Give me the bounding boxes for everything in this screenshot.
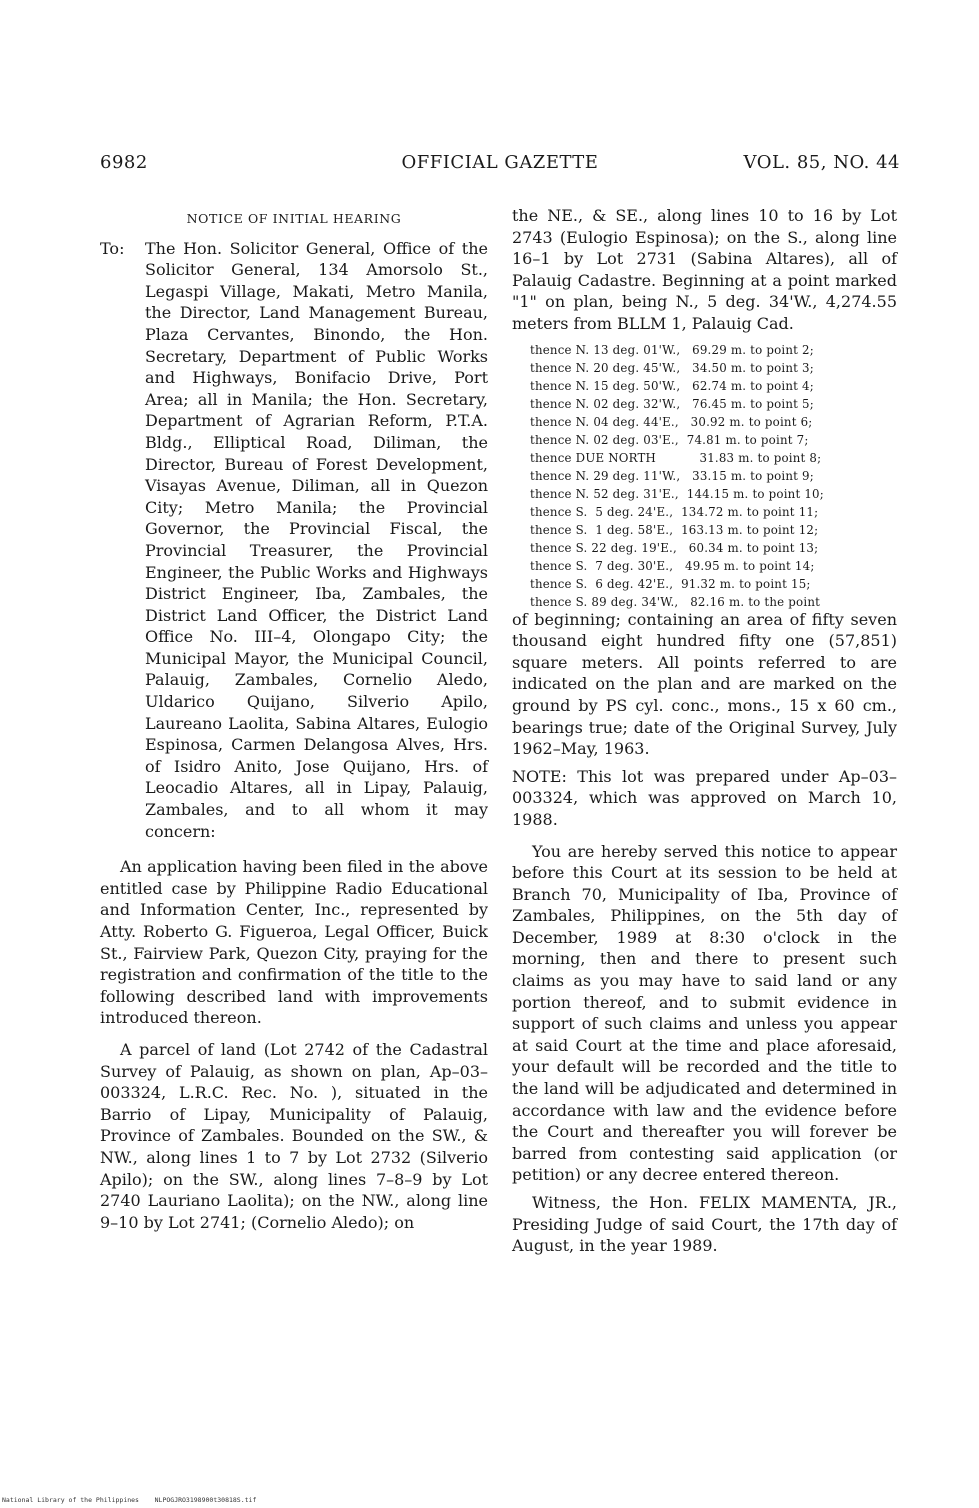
bearing-line: thence N. 29 deg. 11'W., 33.15 m. to point 9; (530, 468, 814, 483)
bearing-line: thence N. 02 deg. 32'W., 76.45 m. to point 5; (530, 396, 814, 411)
addressee-list: The Hon. Solicitor General, Office of the Solicitor General, 134 Amorsolo St., Legaspi Village, Makati, Metro Manila, the Director, Land Management Bureau, Plaza Cervantes, Binondo, the Hon. Secretary, Department of Public Works and Highways, Bonifacio Drive, Port Area; all in Manila; the Hon. Secretary, Department of Agrarian Reform, P.T.A. Bldg., Elliptical Road, Diliman, the Director, Bureau of Forest Development, Visayas Avenue, Diliman, all in Quezon City; Metro Manila; the Provincial Governor, the Provincial Fiscal, the Provincial Treasurer, the Provincial Engineer, the Public Works and Highways District Engineer, Iba, Zambales, the District Land Officer, the District Land Office No. III–4, Olongapo City; the Municipal Mayor, the Municipal Council, Palauig, Zambales, Cornelio Aledo, Uldarico Quijano, Silverio Apilo, Laureano Laolita, Sabina Altares, Eulogio Espinosa, Carmen Delangosa Alves, Hrs. of Isidro Anito, Jose Quijano, Hrs. of Leocadio Altares, all in Lipay, Palauig, Zambales, and to all whom it may concern: (145, 238, 488, 841)
bearing-line: thence S. 1 deg. 58'E., 163.13 m. to point 12; (530, 522, 819, 537)
boundary-paragraph: the NE., & SE., along lines 10 to 16 by Lot 2743 (Eulogio Espinosa); on the S., along line 16–1 by Lot 2731 (Sabina Altares), all of Palauig Cadastre. Beginning at a point marked "1" on plan, being N., 5 deg. 34'W., 4,274.55 meters from BLLM 1, Palauig Cad. (512, 206, 897, 333)
to-label: To: (100, 238, 125, 258)
application-paragraph: An application having been filed in the above entitled case by Philippine Radio Educational and Information Center, Inc., represented by Atty. Roberto G. Figueroa, Legal Officer, Buick St., Fairview Park, Quezon City, praying for the registration and confirmation of the title to the following described land with improvements introduced thereon. (100, 857, 488, 1028)
right-column (512, 205, 897, 1257)
judge-name: FELIX MAMENTA, JR., (698, 1193, 898, 1212)
bearing-line: thence S. 89 deg. 34'W., 82.16 m. to the point (530, 594, 821, 609)
note-label: NOTE: (512, 766, 567, 786)
bearing-line: thence N. 20 deg. 45'W., 34.50 m. to point 3; (530, 360, 814, 375)
scan-filename: NLPOGJRO3198900t30818S.tif (154, 1496, 257, 1504)
served-paragraph: You are hereby served this notice to appear before this Court at its session to be held at Branch 70, Municipality of Iba, Province of Zambales, Philippines, on the 5th day of December, 1989 at 8:30 o'clock in the morning, then and there to present such claims as you may have to said land or any portion thereof, and to submit evidence in support of such claims and unless you appear at said Court at the time and place aforesaid, your default will be recorded and the title to the land will be adjudicated and determined in accordance with law and the evidence before the Court and thereafter you will forever be barred from contesting said application (or petition) or any decree entered thereon. (512, 841, 897, 1185)
bearing-line: thence DUE NORTH 31.83 m. to point 8; (530, 450, 822, 465)
note-paragraph (512, 766, 897, 831)
bearing-line: thence N. 04 deg. 44'E., 30.92 m. to point 6; (530, 414, 813, 429)
notice-title: NOTICE OF INITIAL HEARING (186, 211, 402, 226)
scan-footer (2, 1496, 256, 1504)
witness-prefix: Witness, the Hon. (532, 1193, 689, 1212)
bearing-line: thence S. 22 deg. 19'E., 60.34 m. to point 13; (530, 540, 819, 555)
left-column (100, 205, 488, 1233)
note-text: This lot was prepared under Ap–03–003324, which was approved on March 10, 1988. (512, 766, 897, 829)
bearing-line: thence N. 13 deg. 01'W., 69.29 m. to point 2; (530, 342, 814, 357)
bearing-line: thence N. 02 deg. 03'E., 74.81 m. to point 7; (530, 432, 809, 447)
bearing-line: thence S. 6 deg. 42'E., 91.32 m. to point 15; (530, 576, 811, 591)
publication-title: OFFICIAL GAZETTE (401, 152, 599, 173)
bearing-line: thence S. 5 deg. 24'E., 134.72 m. to point 11; (530, 504, 819, 519)
bearings-table (530, 341, 897, 611)
bearing-line: thence N. 15 deg. 50'W., 62.74 m. to point 4; (530, 378, 814, 393)
page-header (100, 152, 900, 182)
witness-suffix: Presiding Judge of said Court, the 17th day of August, in the year 1989. (512, 1214, 897, 1256)
witness-paragraph (512, 1192, 897, 1257)
bearing-line: thence S. 7 deg. 30'E., 49.95 m. to point 14; (530, 558, 815, 573)
volume-number: VOL. 85, NO. 44 (743, 152, 900, 173)
library-credit: National Library of the Philippines (2, 1496, 139, 1504)
area-paragraph: of beginning; containing an area of fifty seven thousand eight hundred fifty one (57,851) square meters. All points referred to are indicated on the plan and are marked on the ground by PS cyl. conc., mons., 15 x 60 cm., bearings true; date of the Original Survey, July 1962–May, 1963. (512, 609, 897, 759)
page-number: 6982 (100, 152, 148, 173)
parcel-paragraph: A parcel of land (Lot 2742 of the Cadastral Survey of Palauig, as shown on plan, Ap–03–003324, L.R.C. Rec. No. ), situated in the Barrio of Lipay, Municipality of Palauig, Province of Zambales. Bounded on the SW., & NW., along lines 1 to 7 by Lot 2732 (Silverio Apilo); on the SW., along lines 7–8–9 by Lot 2740 Lauriano Laolita); on the NW., along line 9–10 by Lot 2741; (Cornelio Aledo); on (100, 1039, 488, 1232)
addressee-block (100, 238, 488, 843)
bearing-line: thence N. 52 deg. 31'E., 144.15 m. to point 10; (530, 486, 824, 501)
